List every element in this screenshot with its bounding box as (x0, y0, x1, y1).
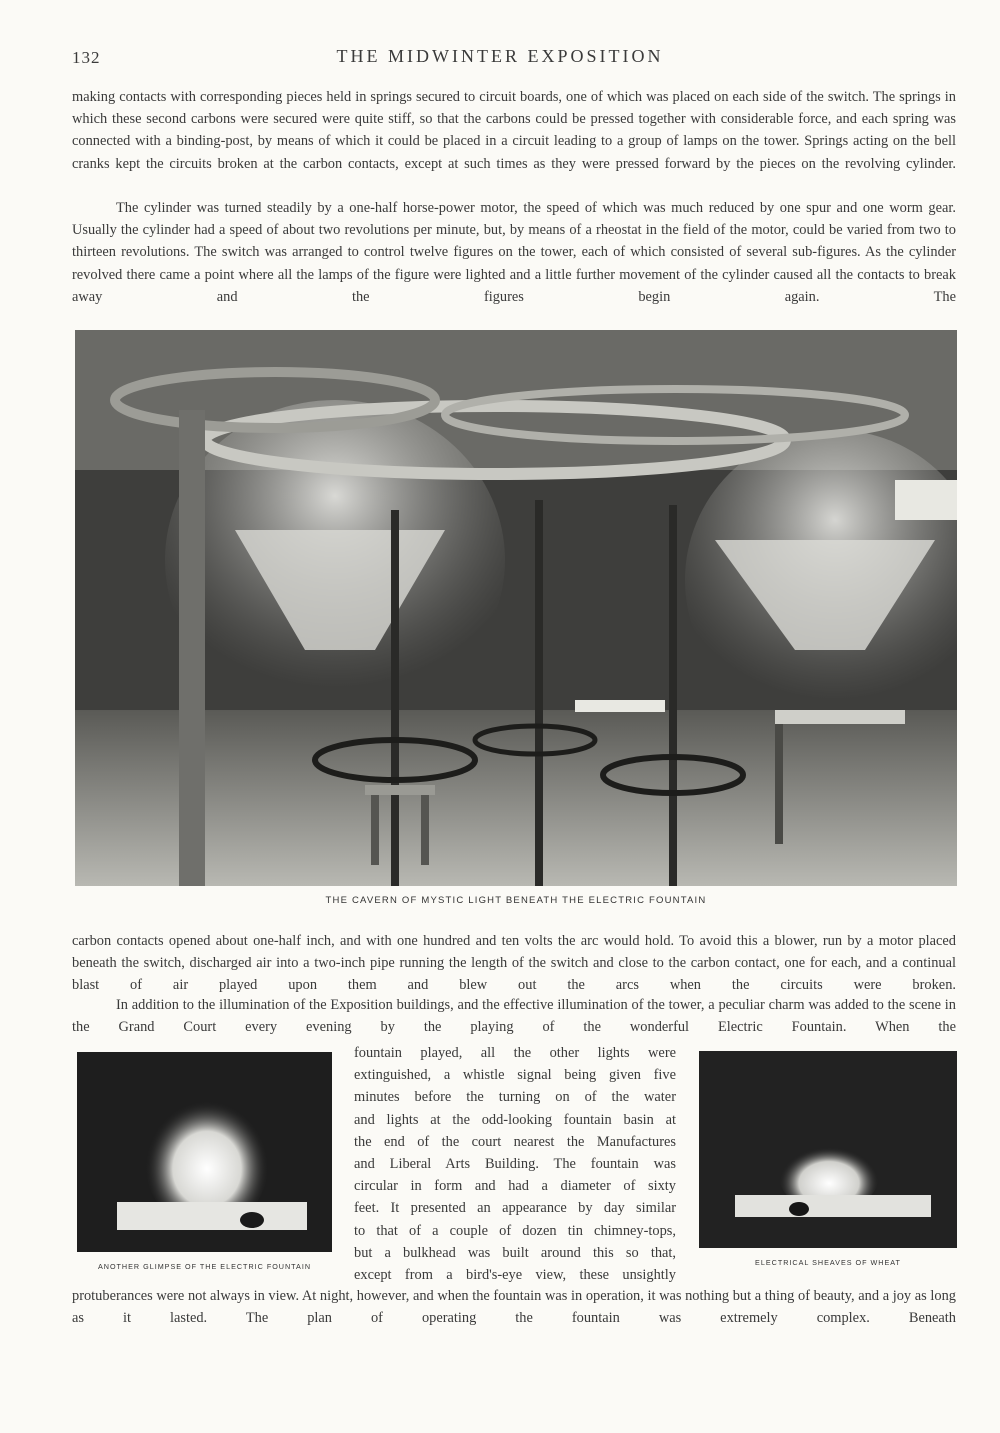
column-line: extinguished, a whistle signal being given five (354, 1067, 676, 1084)
column-line: feet. It presented an appearance by day similar (354, 1200, 676, 1217)
wheat-sheaves-illustration (699, 1051, 957, 1248)
paragraph-5: protuberances were not always in view. At night, however, and when the fountain was in operation, it was nothing but a thing of beauty, and a joy as long as it lasted. The plan of operating the fountain was extremely complex. Beneath (72, 1288, 956, 1327)
page-number: 132 (72, 48, 101, 67)
column-line: to that of a couple of dozen tin chimney-tops, (354, 1222, 676, 1239)
running-title: THE MIDWINTER EXPOSITION (336, 46, 664, 66)
column-line: circular in form and had a diameter of sixty (354, 1178, 676, 1195)
cavern-photograph (75, 330, 957, 886)
left-fountain-photograph (77, 1052, 332, 1252)
column-line: fountain played, all the other lights were (354, 1045, 676, 1061)
column-line: the end of the court nearest the Manufactures (354, 1133, 676, 1150)
right-fountain-photograph (699, 1051, 957, 1248)
main-figure-caption: THE CAVERN OF MYSTIC LIGHT BENEATH THE ELECTRIC FOUNTAIN (325, 895, 707, 906)
paragraph-1: making contacts with corresponding pieces held in springs secured to circuit boards, one of which was placed on each side of the switch. The springs in which these second carbons were secured were quite stiff, so that the carbons could be pressed together with considerable force, and each spring was connected with a binding-post, by means of which it could be placed in a circuit leading to a group of lamps on the tower. Springs acting on the bell cranks kept the circuits broken at the carbon contacts, except at such times as they were pressed forward by the pieces on the revolving cylinder. (72, 89, 956, 172)
left-figure-caption: ANOTHER GLIMPSE OF THE ELECTRIC FOUNTAIN (97, 1262, 312, 1271)
column-line: and lights at the odd-looking fountain basin at (354, 1111, 676, 1128)
fountain-photo-illustration (77, 1052, 332, 1252)
column-line: except from a bird's-eye view, these unsightly (354, 1266, 676, 1283)
paragraph-2: The cylinder was turned steadily by a one-half horse-power motor, the speed of which was much reduced by one spur and one worm gear. Usually the cylinder had a speed of about two revolutions per minute, but, by means of a rheostat in the field of the motor, could be varied from two to thirteen revolutions. The switch was arranged to control twelve figures on the tower, each of which consisted of several sub-figures. As the cylinder revolved there came a point where all the lamps of the figure were lighted and a little further movement of the cylinder caused all the contacts to break away and the figures begin again. The (72, 200, 956, 305)
right-figure-caption: ELECTRICAL SHEAVES OF WHEAT (755, 1258, 901, 1267)
column-line: minutes before the turning on of the water (354, 1089, 676, 1106)
cavern-photo-illustration (75, 330, 957, 886)
wrapped-column-text (354, 1042, 676, 1286)
column-line: and Liberal Arts Building. The fountain was (354, 1155, 676, 1172)
paragraph-4: In addition to the illumination of the Exposition buildings, and the effective illumination of the tower, a peculiar charm was added to the scene in the Grand Court every evening by the playing of the wonderful Electric Fountain. When the (72, 997, 956, 1036)
column-line: but a bulkhead was built around this so that, (354, 1244, 676, 1261)
paragraph-3: carbon contacts opened about one-half inch, and with one hundred and ten volts the arc would hold. To avoid this a blower, run by a motor placed beneath the switch, discharged air into a two-inch pipe running the length of the switch and close to the carbon contact, one for each, and a continual blast of air played upon them and blew out the arcs when the circuits were broken. (72, 933, 956, 994)
